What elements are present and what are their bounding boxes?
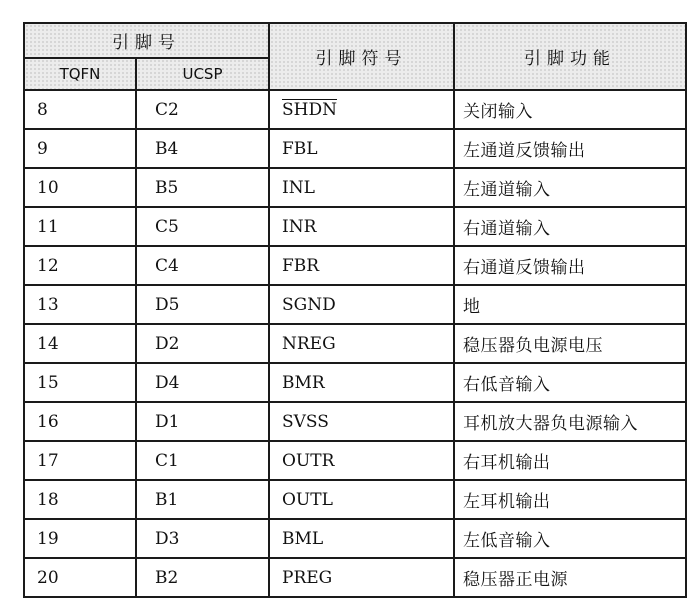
cell-pin-symbol: SVSS [269, 402, 454, 441]
cell-pin-symbol: OUTR [269, 441, 454, 480]
cell-pin-function: 耳机放大器负电源输入 [454, 402, 686, 441]
header-tqfn: TQFN [24, 58, 136, 90]
cell-ucsp: D2 [136, 324, 269, 363]
table-header [24, 23, 686, 90]
cell-pin-symbol: INL [269, 168, 454, 207]
cell-tqfn: 16 [24, 402, 136, 441]
cell-pin-function: 关闭输入 [454, 90, 686, 129]
cell-pin-function: 稳压器正电源 [454, 558, 686, 597]
cell-pin-function: 右通道输入 [454, 207, 686, 246]
cell-tqfn: 10 [24, 168, 136, 207]
cell-tqfn: 8 [24, 90, 136, 129]
table-row [24, 90, 686, 129]
pin-table [23, 22, 687, 598]
cell-pin-symbol: OUTL [269, 480, 454, 519]
table-row [24, 207, 686, 246]
table-row [24, 168, 686, 207]
cell-pin-function: 右耳机输出 [454, 441, 686, 480]
cell-pin-symbol: SGND [269, 285, 454, 324]
cell-tqfn: 11 [24, 207, 136, 246]
cell-pin-symbol: NREG [269, 324, 454, 363]
cell-pin-symbol: BMR [269, 363, 454, 402]
cell-ucsp: B2 [136, 558, 269, 597]
cell-pin-function: 左低音输入 [454, 519, 686, 558]
cell-tqfn: 9 [24, 129, 136, 168]
cell-ucsp: D4 [136, 363, 269, 402]
table-row [24, 480, 686, 519]
cell-pin-function: 左通道反馈输出 [454, 129, 686, 168]
cell-tqfn: 15 [24, 363, 136, 402]
header-pin-function: 引脚功能 [454, 23, 686, 90]
cell-pin-function: 左通道输入 [454, 168, 686, 207]
cell-pin-symbol: FBL [269, 129, 454, 168]
cell-pin-symbol: INR [269, 207, 454, 246]
cell-pin-function: 右通道反馈输出 [454, 246, 686, 285]
table-row [24, 558, 686, 597]
cell-tqfn: 20 [24, 558, 136, 597]
table-row [24, 324, 686, 363]
cell-tqfn: 13 [24, 285, 136, 324]
cell-ucsp: B4 [136, 129, 269, 168]
table-body [24, 90, 686, 597]
cell-pin-function: 地 [454, 285, 686, 324]
cell-tqfn: 14 [24, 324, 136, 363]
cell-pin-symbol: PREG [269, 558, 454, 597]
table-row [24, 285, 686, 324]
cell-tqfn: 12 [24, 246, 136, 285]
cell-ucsp: D1 [136, 402, 269, 441]
cell-tqfn: 18 [24, 480, 136, 519]
cell-ucsp: C4 [136, 246, 269, 285]
header-ucsp: UCSP [136, 58, 269, 90]
cell-ucsp: C2 [136, 90, 269, 129]
cell-ucsp: B1 [136, 480, 269, 519]
cell-ucsp: C1 [136, 441, 269, 480]
table-row [24, 246, 686, 285]
cell-pin-function: 稳压器负电源电压 [454, 324, 686, 363]
cell-ucsp: D5 [136, 285, 269, 324]
header-pin-number: 引脚号 [24, 23, 269, 58]
cell-ucsp: C5 [136, 207, 269, 246]
cell-pin-symbol: BML [269, 519, 454, 558]
cell-tqfn: 17 [24, 441, 136, 480]
table-row [24, 519, 686, 558]
cell-pin-symbol: FBR [269, 246, 454, 285]
cell-pin-function: 右低音输入 [454, 363, 686, 402]
cell-pin-symbol: SHDN [269, 90, 454, 129]
table-row [24, 129, 686, 168]
cell-tqfn: 19 [24, 519, 136, 558]
table-row [24, 441, 686, 480]
cell-pin-function: 左耳机输出 [454, 480, 686, 519]
table-row [24, 363, 686, 402]
cell-ucsp: B5 [136, 168, 269, 207]
header-pin-symbol: 引脚符号 [269, 23, 454, 90]
table-row [24, 402, 686, 441]
cell-ucsp: D3 [136, 519, 269, 558]
